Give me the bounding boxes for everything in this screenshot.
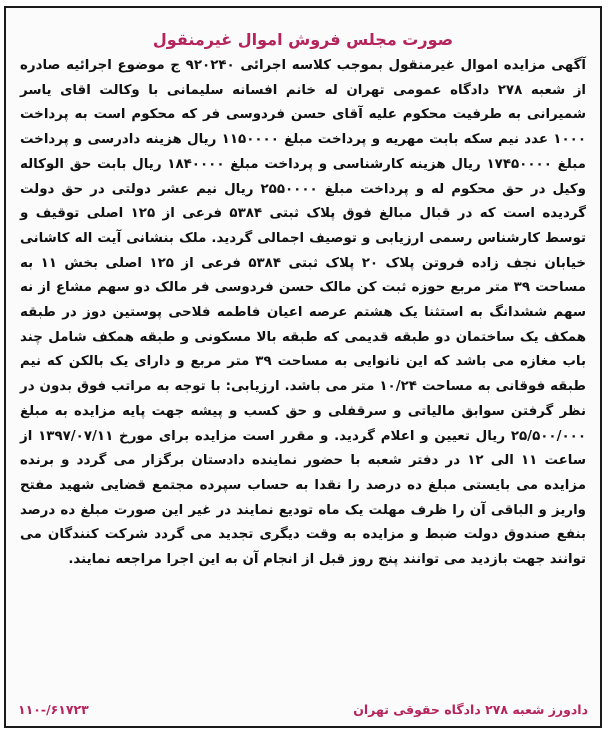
notice-title: صورت مجلس فروش اموال غیرمنقول	[152, 30, 454, 49]
notice-signature: دادورز شعبه ۲۷۸ دادگاه حقوقی تهران	[353, 701, 588, 717]
notice-code: ۱۱۰-/۶۱۷۲۳	[18, 701, 89, 717]
notice-footer	[18, 698, 588, 720]
auction-notice	[4, 6, 602, 728]
title-wrap	[6, 30, 600, 49]
notice-body: آگهی مزایده اموال غیرمنقول بموجب کلاسه اجرائی ۹۲۰۲۴۰ ج موضوع اجرائیه صادره از شعبه ۲۷۸ دادگاه عمومی تهران له خانم افسانه سلیمانی با وکالت اقای یاسر شمیرانی به طرفیت محکوم علیه آقای حسن فردوسی فر که محکوم است به پرداخت ۱۰۰۰ عدد نیم سکه بابت مهریه و پرداخت مبلغ ۱۱۵۰۰۰۰ ریال هزینه دادرسی و پرداخت مبلغ ۱۷۴۵۰۰۰۰ ریال هزینه کارشناسی و پرداخت مبلغ ۱۸۴۰۰۰۰ ریال بابت حق الوکاله وکیل در حق محکوم له و پرداخت مبلغ ۲۵۵۰۰۰۰ ریال نیم عشر دولتی در حق دولت گردیده است که در قبال مبالغ فوق پلاک ثبتی ۵۳۸۴ فرعی از ۱۲۵ اصلی توقیف و توسط کارشناس رسمی ارزیابی و توصیف اجمالی گردید. ملک بنشانی آیت اله کاشانی خیابان نجف زاده فروتن پلاک ۲۰ پلاک ثبتی ۵۳۸۴ فرعی از ۱۲۵ اصلی بخش ۱۱ به مساحت ۳۹ متر مربع حوزه ثبت کن مالک حسن فردوسی فر مالک دو سهم مشاع از نه سهم ششدانگ به استثنا یک هشتم عرصه اعیان فاطمه فلاحی پوستین دوز در طبقه همکف یک ساختمان دو طبقه قدیمی که طبقه بالا مسکونی و طبقه همکف شامل چند باب مغازه می باشد که این نانوایی به مساحت ۳۹ متر مربع و دارای یک بالکن که نیم طبقه فوقانی به مساحت ۱۰/۲۴ متر می باشد. ارزیابی: با توجه به مراتب فوق بدون در نظر گرفتن سوابق مالیاتی و سرقفلی و حق کسب و پیشه جهت پایه مزایده به مبلغ ۲۵/۵۰۰/۰۰۰ ریال تعیین و اعلام گردید. و مقرر است مزایده برای مورخ ۱۳۹۷/۰۷/۱۱ از ساعت ۱۱ الی ۱۲ در دفتر شعبه با حضور نماینده دادستان برگزار می گردد و برنده مزایده می بایستی مبلغ ده درصد را نقدا به حساب سپرده مجتمع قضایی شهید مفتح واریز و الباقی آن را ظرف مهلت یک ماه تودیع نمایند در غیر این صورت مبلغ ده درصد بنفع صندوق دولت ضبط و مزایده به وقت دیگری تجدید می گردد شرکت کنندگان می توانند جهت بازدید می توانند پنج روز قبل از انجام آن به این اجرا مراجعه نمایند.	[20, 58, 587, 568]
